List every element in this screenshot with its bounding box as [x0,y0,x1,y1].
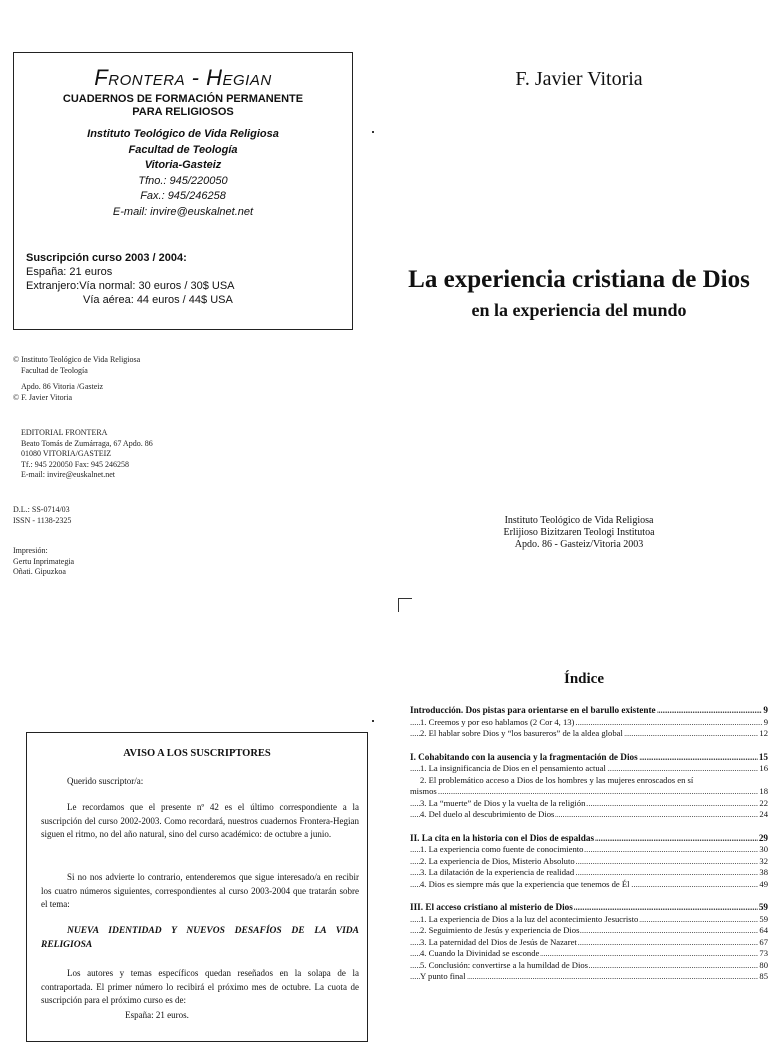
notice-box [26,732,368,1042]
brand-title: Frontera - Hegian [94,65,272,90]
series-subtitle [14,93,352,119]
legal-block [13,505,71,526]
toc-section-1: ..... I. Cohabitando con la ausencia y la fragmentación de Dios 15 [410,752,768,764]
copyright-faculty: Facultad de Teología [21,365,88,375]
toc-item: ..... 3. La paternidad del Dios de Jesús de Nazaret 67 [410,937,768,949]
editorial-city: 01080 VITORIA/GASTEIZ [21,449,112,458]
printing-block [13,546,74,578]
stray-dot [372,131,374,133]
notice-greeting: Querido suscriptor/a: [67,776,144,786]
series-line-2: PARA RELIGIOSOS [132,106,234,118]
notice-paragraph-3: Los autores y temas específicos quedan reseñados en la solapa de la contraportada. El primer número lo recibirá el próximo mes de octubre. La cuota de suscripción para el próximo curso es de: [41,968,359,1005]
copyright-author: © F. Javier Vitoria [13,392,73,402]
toc-item: ..... 2. Seguimiento de Jesús y experiencia de Dios 64 [410,925,768,937]
printing-label: Impresión: [13,546,48,555]
toc-item: ..... 2. El hablar sobre Dios y “los basureros” de la aldea global 12 [410,728,768,740]
book-subtitle: en la experiencia del mundo [471,300,687,320]
stray-dot [372,720,374,722]
notice-paragraph-2: Si no nos advierte lo contrario, entenderemos que sigue interesado/a en recibir los cuatro números siguientes, correspondientes al curso 2003-2004 que tratarán sobre el tema: [41,872,359,909]
issn: ISSN - 1138-2325 [13,515,72,525]
copyright-address: Apdo. 86 Vitoria /Gasteiz [21,382,104,391]
toc-item: ..... 1. La experiencia de Dios a la luz del acontecimiento Jesucristo 59 [410,914,768,926]
publisher-line-3: Apdo. 86 - Gasteiz/Vitoria 2003 [514,539,644,550]
phone-line: Tfno.: 945/220050 [138,174,228,187]
publisher-line-1: Instituto Teológico de Vida Religiosa [504,515,654,526]
toc-item: ..... 4. Cuando la Divinidad se esconde 73 [410,948,768,960]
toc-item: ..... 1. Creemos y por eso hablamos (2 Cor 4, 13) 9 [410,717,768,729]
toc-item: 2. El problemático acceso a Dios de los hombres y las mujeres enroscados en sí [420,774,694,785]
institute-block [14,127,352,220]
toc-item: ..... 3. La “muerte” de Dios y la vuelta de la religión 22 [410,798,768,810]
crop-mark-vertical [398,598,399,612]
copyright-institute: © Instituto Teológico de Vida Religiosa [13,355,141,364]
editorial-phone: Tf.: 945 220050 Fax: 945 246258 [21,459,129,469]
fax-line: Fax.: 945/246258 [140,190,226,202]
book-title: La experiencia cristiana de Dios [408,266,750,293]
toc-section-intro: ..... Introducción. Dos pistas para orientarse en el barullo existente 9 [410,705,768,717]
toc-item: ..... Y punto final 85 [410,971,768,983]
subscription-spain: España: 21 euros [26,266,113,278]
subscription-heading: Suscripción curso 2003 / 2004: [26,252,187,264]
subscription-abroad: Extranjero:Vía normal: 30 euros / 30$ USA [26,280,235,292]
notice-fee: España: 21 euros. [125,1010,189,1020]
toc-item: ..... 3. La dilatación de la experiencia de realidad 38 [410,867,768,879]
subscription-air: Vía aérea: 44 euros / 44$ USA [83,294,233,306]
notice-title: AVISO A LOS SUSCRIPTORES [123,748,271,759]
author-name: F. Javier Vitoria [515,68,643,90]
toc-item-continued: ..... mismos 18 [410,786,768,798]
faculty-name: Facultad de Teología [128,143,238,156]
toc-item: ..... 5. Conclusión: convertirse a la humildad de Dios 80 [410,960,768,972]
editorial-street: Beato Tomás de Zumárraga, 67 Apdo. 86 [21,438,153,448]
publisher-line-2: Erlijioso Bizitzaren Teologi Institutoa [503,527,655,538]
copyright-block [13,355,140,403]
notice-paragraph-1: Le recordamos que el presente nº 42 es el último correspondiente a la suscripción del curso 2002-2003. Como recordará, nuestros cuadernos Frontera-Hegian siguen el ritmo, no del año natural, sino del curso académico: de octubre a junio. [41,802,359,839]
editorial-block [13,428,153,481]
series-line-1: CUADERNOS DE FORMACIÓN PERMANENTE [62,93,304,105]
notice-theme: NUEVA IDENTIDAD Y NUEVOS DESAFÍOS DE LA VIDA RELIGIOSA [41,926,359,950]
toc-item: ..... 1. La insignificancia de Dios en el pensamiento actual 16 [410,763,768,775]
publisher-block [390,515,768,551]
printer-location: Oñati. Gipuzkoa [13,567,66,576]
index-title: Índice [563,671,604,687]
toc-item: ..... 4. Del duelo al descubrimiento de Dios 24 [410,809,768,821]
toc-section-3: ..... III. El acceso cristiano al misterio de Dios 59 [410,902,768,914]
city-name: Vitoria-Gasteiz [144,159,222,171]
legal-deposit: D.L.: SS-0714/03 [13,505,70,514]
institute-name: Instituto Teológico de Vida Religiosa [87,128,279,140]
toc-item: ..... 2. La experiencia de Dios, Misterio Absoluto 32 [410,856,768,868]
printer-name: Gertu Inprimategia [13,556,75,566]
toc-item: ..... 4. Dios es siempre más que la experiencia que tenemos de Él 49 [410,879,768,891]
toc-item: ..... 1. La experiencia como fuente de conocimiento 30 [410,844,768,856]
email-line: E-mail: invire@euskalnet.net [112,205,254,218]
subscription-info [26,251,235,307]
crop-mark-horizontal [398,598,412,599]
toc-section-2: ..... II. La cita en la historia con el Dios de espaldas 29 [410,833,768,845]
subscription-box [13,52,353,330]
editorial-name: EDITORIAL FRONTERA [21,428,108,437]
editorial-email: E-mail: invire@euskalnet.net [21,470,116,479]
table-of-contents [410,705,768,983]
